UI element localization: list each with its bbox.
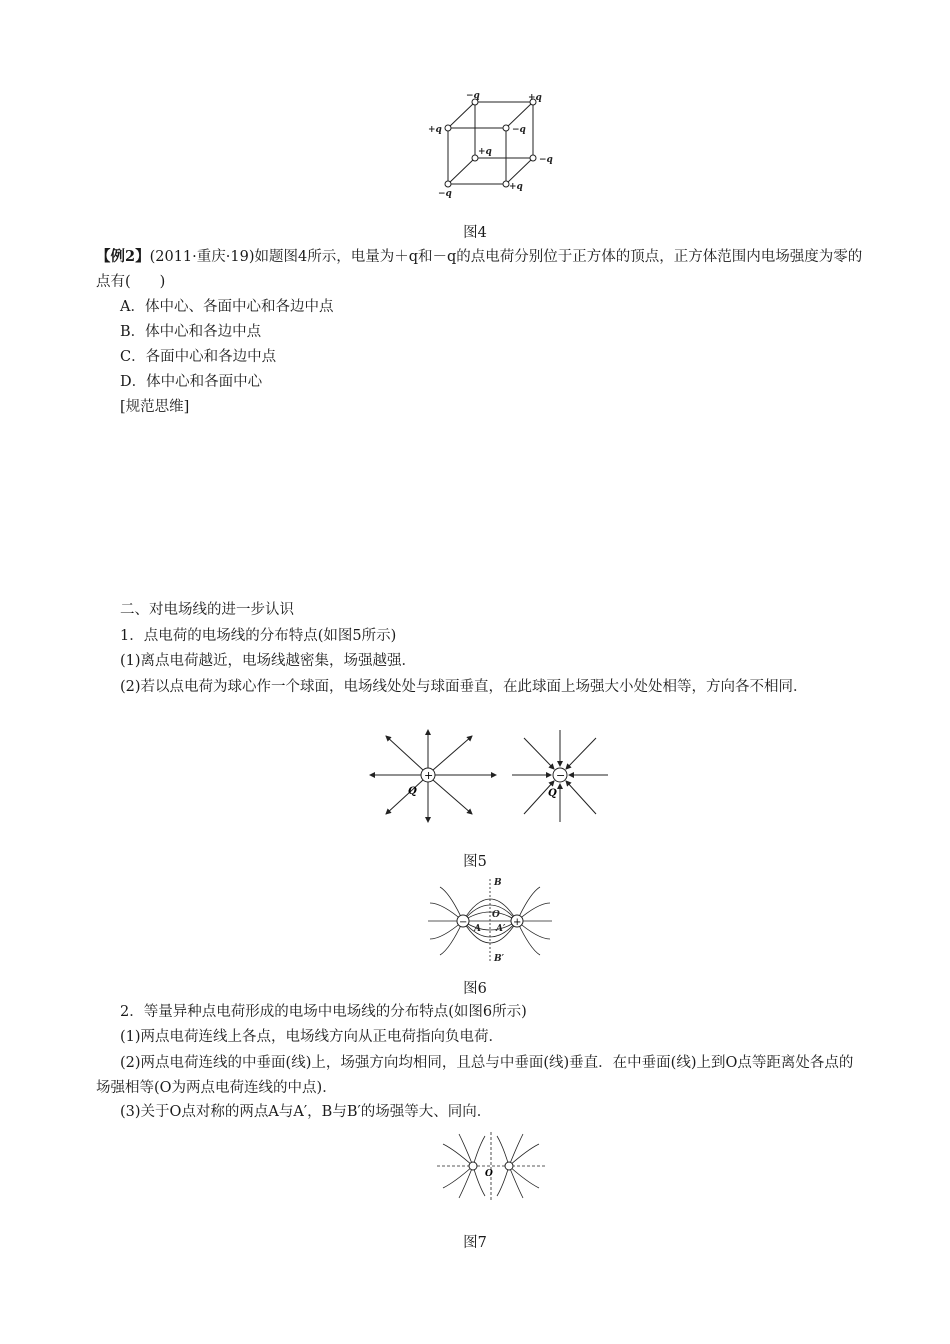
thinking-label: [规范思维] [120,399,190,415]
item-2-point-3: (3)关于O点对称的两点A与A′，B与B′的场强等大、同向． [120,1104,492,1120]
cube-label: +q [478,147,492,157]
figure-5-point-charges [360,728,620,828]
figure-4-caption: 图4 [463,225,487,241]
cube-label: +q [509,182,523,192]
label-b: B [494,878,502,888]
figure-5-caption: 图5 [463,854,487,870]
label-b-prime: B′ [494,954,504,964]
item-2-point-1: (1)两点电荷连线上各点，电场线方向从正电荷指向负电荷． [120,1029,504,1045]
option-c: C．各面中心和各边中点 [120,349,277,365]
charge-label-q: Q [408,786,417,797]
cube-label: +q [528,93,542,103]
cube-label: −q [512,125,526,135]
figure-4-cube [420,90,560,198]
example-text: (2011·重庆·19)如题图4所示，电量为＋q和－q的点电荷分别位于正方体的顶点，正方体范围内电场强度为零的点有( ) [96,249,863,290]
example-tag: 【例2】 [96,248,150,265]
item-1-point-2: (2)若以点电荷为球心作一个球面，电场线处处与球面垂直，在此球面上场强大小处处相等，方向各不相同． [120,679,808,695]
option-a: A．体中心、各面中心和各边中点 [120,299,334,315]
item-1-point-1: (1)离点电荷越近，电场线越密集，场强越强． [120,653,417,669]
example-2-question [96,244,866,295]
label-o: O [492,910,500,920]
negative-sign: − [556,769,566,782]
figure-7-like-charges [435,1128,547,1202]
figure-6-dipole [420,873,560,969]
charge-label-q: Q [548,788,557,799]
label-a-prime: A′ [496,924,506,934]
cube-label: −q [466,91,480,101]
cube-label: −q [539,155,553,165]
item-1-title: 1．点电荷的电场线的分布特点(如图5所示) [120,628,397,644]
figure-6-caption: 图6 [463,981,487,997]
cube-label: +q [428,125,442,135]
figure-7-caption: 图7 [463,1235,487,1251]
positive-sign: + [424,769,434,782]
option-b: B．体中心和各边中点 [120,324,262,340]
cube-label: −q [438,189,452,198]
positive-sign: + [513,917,522,928]
option-d: D．体中心和各面中心 [120,374,263,390]
label-o: O [485,1169,493,1179]
section-heading: 二、对电场线的进一步认识 [120,602,294,618]
negative-sign: − [459,917,468,928]
item-2-title: 2．等量异种点电荷形成的电场中电场线的分布特点(如图6所示) [120,1004,527,1020]
label-a: A [474,924,481,934]
item-2-point-2: (2)两点电荷连线的中垂面(线)上，场强方向均相同，且总与中垂面(线)垂直．在中垂面(线)上到O点等距离处各点的场强相等(O为两点电荷连线的中点)． [96,1055,854,1096]
